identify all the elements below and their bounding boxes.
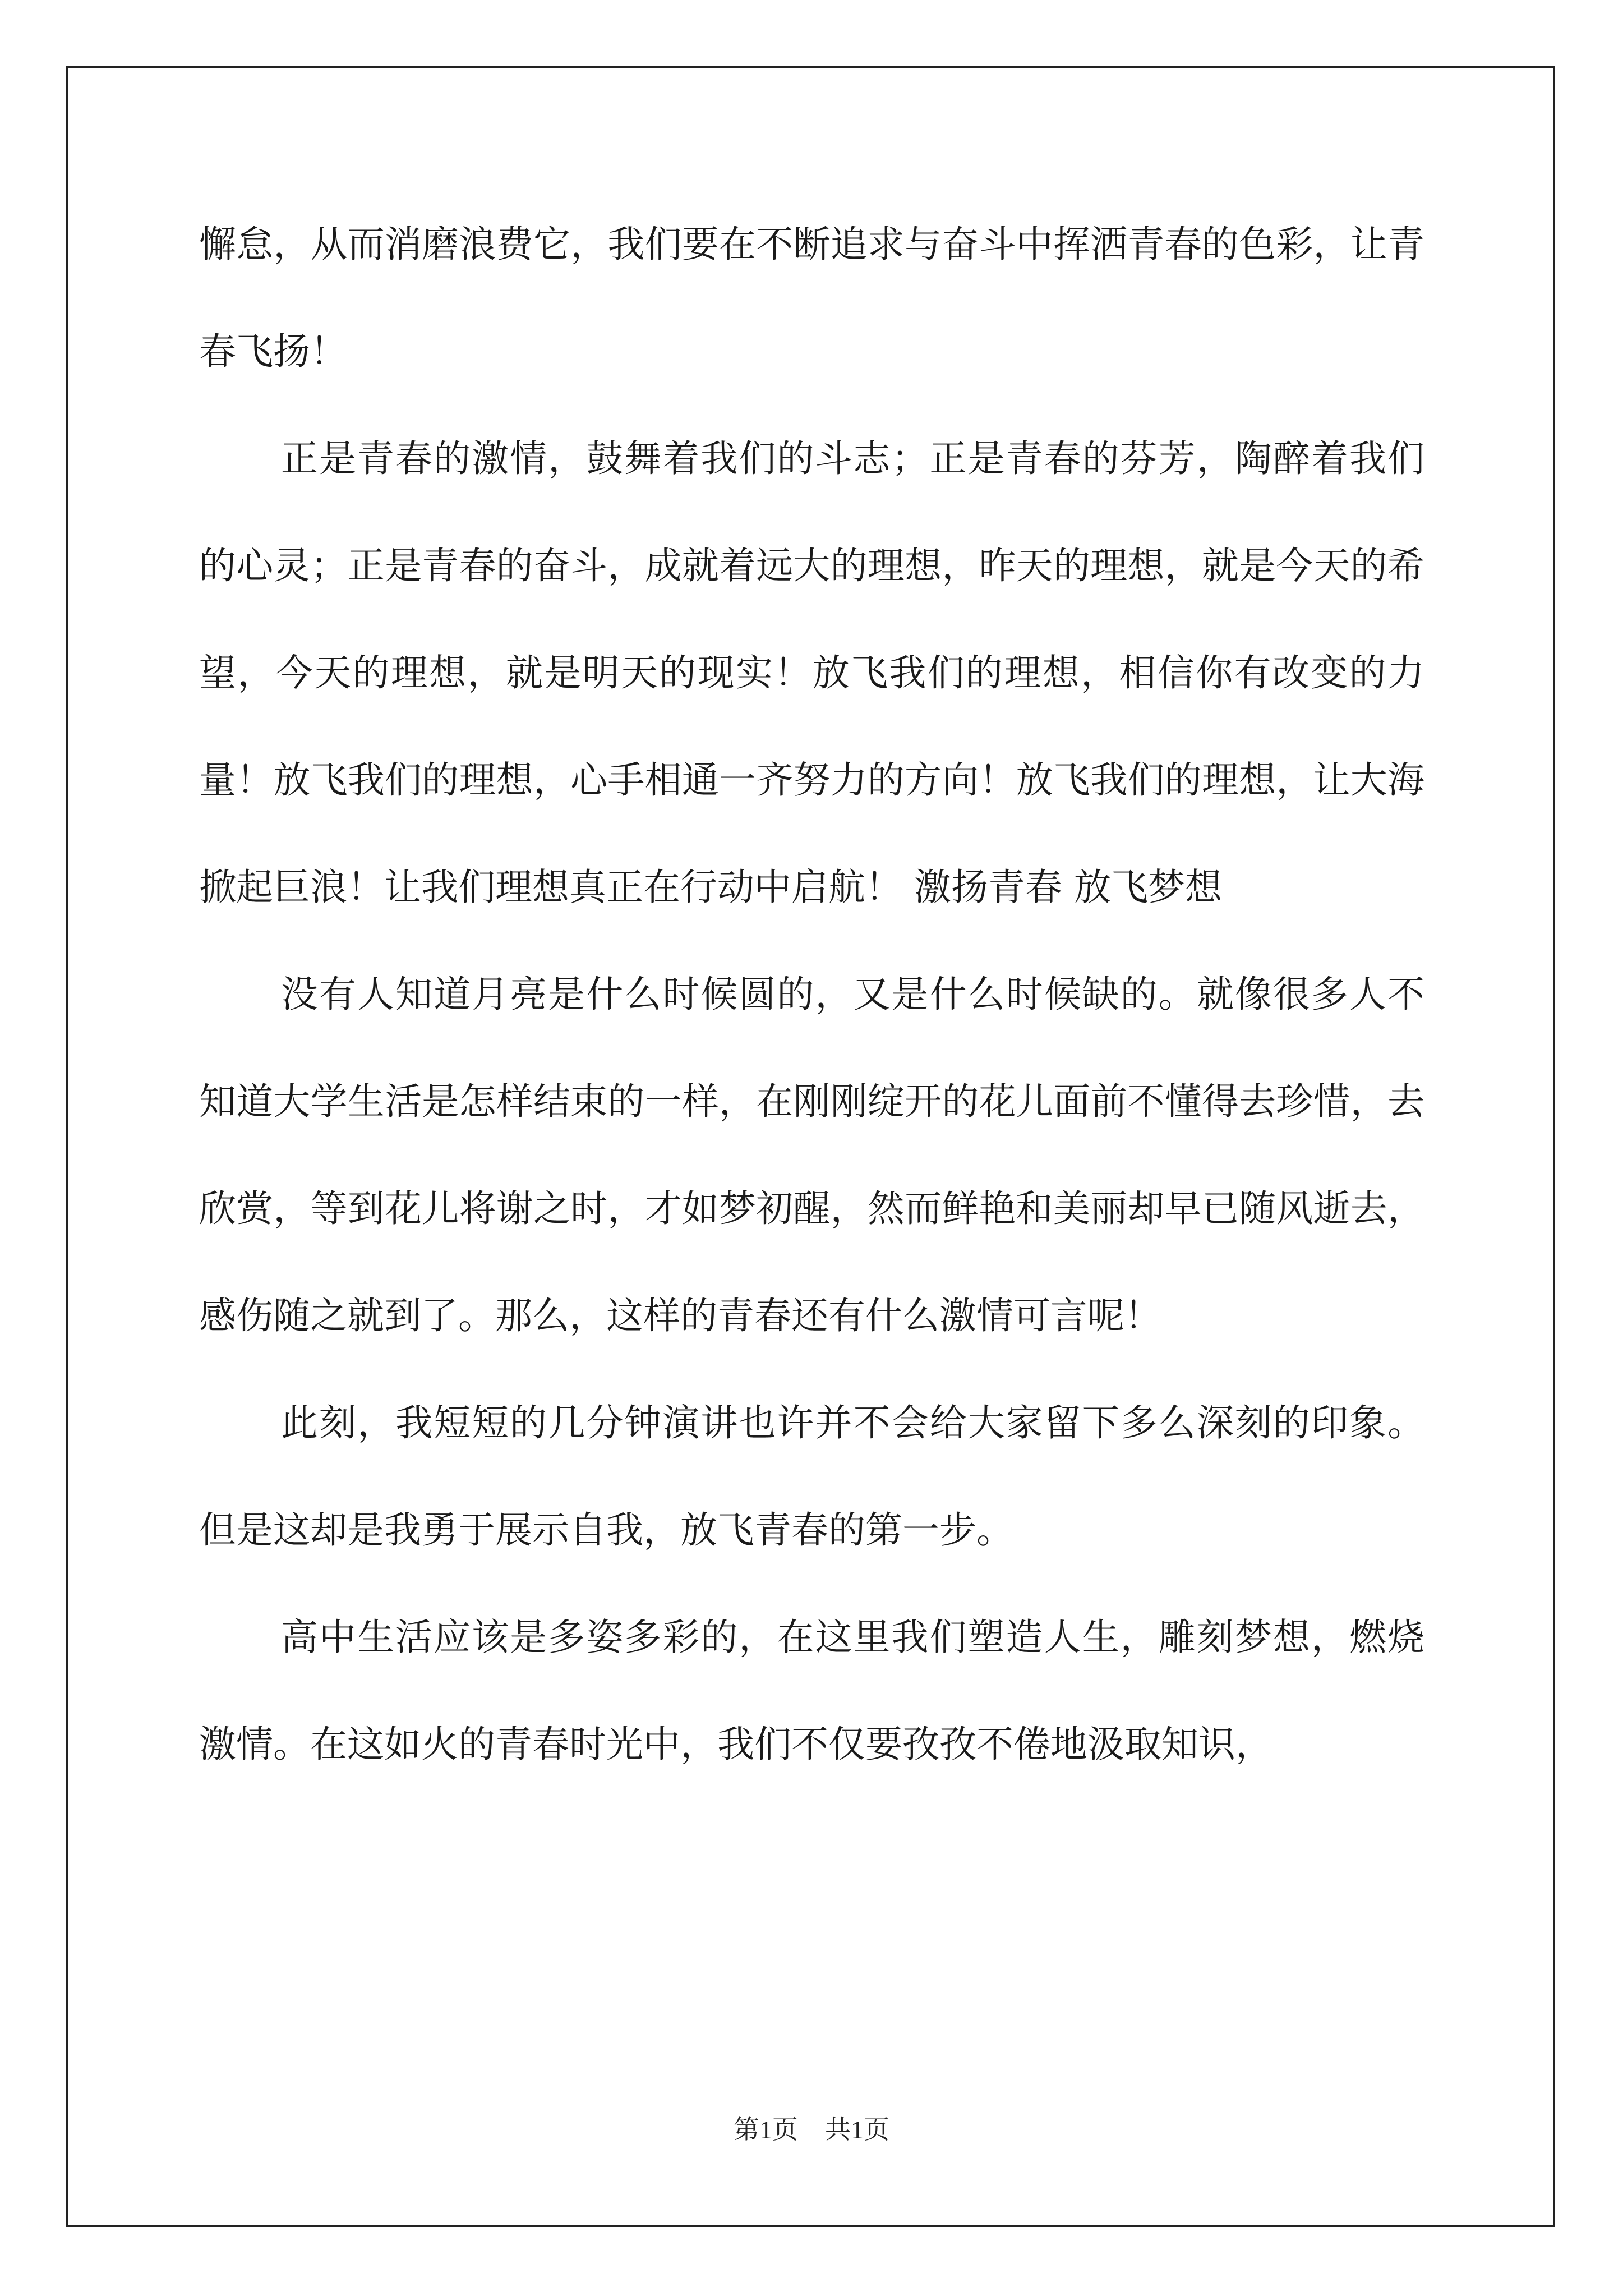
paragraph-1: 懈怠，从而消磨浪费它，我们要在不断追求与奋斗中挥洒青春的色彩，让青春飞扬！ bbox=[199, 223, 1424, 373]
page-footer bbox=[0, 2109, 1623, 2146]
page-total: 共1页 bbox=[825, 2115, 889, 2144]
paragraph-3: 没有人知道月亮是什么时候圆的，又是什么时候缺的。就像很多人不知道大学生活是怎样结束的一样，在刚刚绽开的花儿面前不懂得去珍惜，去欣赏，等到花儿将谢之时，才如梦初醒，然而鲜艳和美丽却早已随风逝去，感伤随之就到了。那么，这样的青春还有什么激情可言呢！ bbox=[199, 973, 1424, 1337]
page-number: 第1页 bbox=[734, 2115, 798, 2144]
paragraph-5: 高中生活应该是多姿多彩的，在这里我们塑造人生，雕刻梦想，燃烧激情。在这如火的青春时光中，我们不仅要孜孜不倦地汲取知识， bbox=[199, 1616, 1424, 1766]
paragraph-2: 正是青春的激情，鼓舞着我们的斗志；正是青春的芬芳，陶醉着我们的心灵；正是青春的奋斗，成就着远大的理想，昨天的理想，就是今天的希望，今天的理想，就是明天的现实！放飞我们的理想，相信你有改变的力量！放飞我们的理想，心手相通一齐努力的方向！放飞我们的理想，让大海掀起巨浪！让我们理想真正在行动中启航！ 激扬青春 放飞梦想 bbox=[199, 437, 1424, 909]
document-body bbox=[199, 191, 1424, 1798]
paragraph-4: 此刻，我短短的几分钟演讲也许并不会给大家留下多么深刻的印象。但是这却是我勇于展示自我，放飞青春的第一步。 bbox=[199, 1401, 1424, 1552]
